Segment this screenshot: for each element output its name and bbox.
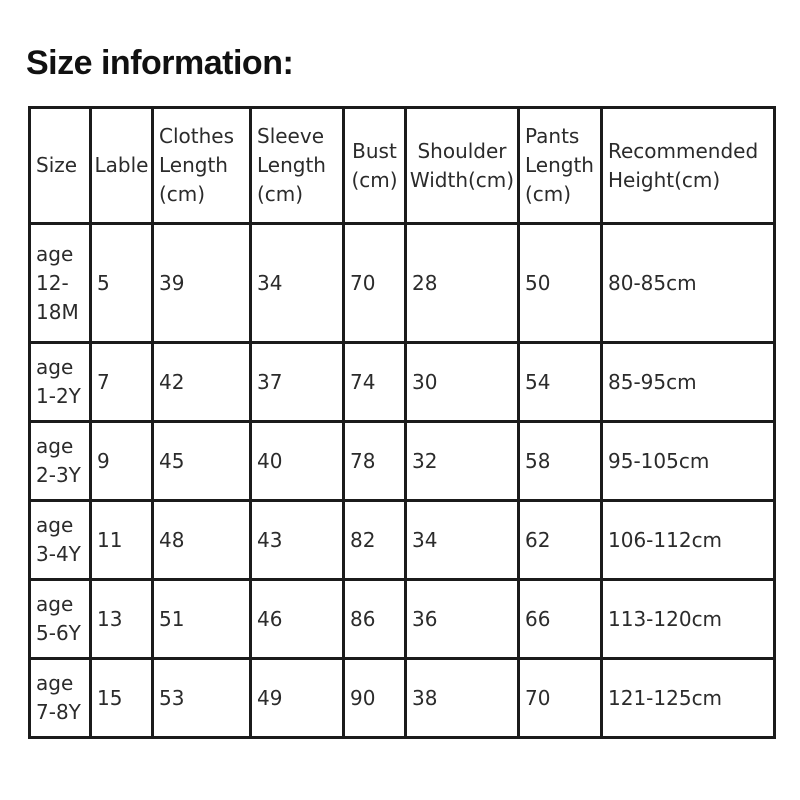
cell-clothes-length: 51 — [153, 580, 251, 659]
header-size-label: Size — [36, 153, 78, 177]
header-pants-length-line: Pants — [525, 124, 580, 148]
cell-size — [30, 224, 91, 343]
header-pants-length-line: (cm) — [525, 182, 572, 206]
cell-recommended-height: 106-112cm — [602, 501, 775, 580]
cell-clothes-length: 53 — [153, 659, 251, 738]
cell-pants-length: 58 — [519, 422, 602, 501]
header-recommended-height-line: Height(cm) — [608, 167, 721, 192]
cell-pants-length: 66 — [519, 580, 602, 659]
size-line: age — [36, 434, 74, 458]
cell-shoulder-width: 30 — [406, 343, 519, 422]
table-row — [30, 422, 775, 501]
size-chart-table — [28, 106, 776, 739]
cell-size — [30, 501, 91, 580]
table-row — [30, 501, 775, 580]
size-line: 2-3Y — [36, 463, 81, 487]
cell-shoulder-width: 32 — [406, 422, 519, 501]
size-line: 1-2Y — [36, 384, 81, 408]
header-clothes-length-line: (cm) — [159, 182, 206, 206]
cell-shoulder-width: 34 — [406, 501, 519, 580]
header-size — [30, 108, 91, 224]
size-line: age — [36, 592, 74, 616]
header-bust — [344, 108, 406, 224]
cell-bust: 82 — [344, 501, 406, 580]
table-body — [30, 224, 775, 738]
cell-pants-length: 62 — [519, 501, 602, 580]
cell-label: 13 — [91, 580, 153, 659]
header-label — [91, 108, 153, 224]
cell-sleeve-length: 40 — [251, 422, 344, 501]
cell-shoulder-width: 38 — [406, 659, 519, 738]
cell-sleeve-length: 37 — [251, 343, 344, 422]
cell-bust: 90 — [344, 659, 406, 738]
cell-recommended-height: 80-85cm — [602, 224, 775, 343]
header-recommended-height — [602, 108, 775, 224]
cell-label: 15 — [91, 659, 153, 738]
header-sleeve-length — [251, 108, 344, 224]
cell-bust: 78 — [344, 422, 406, 501]
cell-size — [30, 580, 91, 659]
cell-recommended-height: 113-120cm — [602, 580, 775, 659]
cell-bust: 70 — [344, 224, 406, 343]
cell-label: 11 — [91, 501, 153, 580]
cell-recommended-height: 95-105cm — [602, 422, 775, 501]
cell-label: 7 — [91, 343, 153, 422]
header-recommended-height-line: Recommended — [608, 138, 759, 163]
size-line: 12- — [36, 270, 69, 295]
header-bust-line: Bust — [352, 138, 397, 163]
cell-sleeve-length: 43 — [251, 501, 344, 580]
header-shoulder-width-line: Shoulder — [417, 138, 507, 163]
header-clothes-length-line: Length — [159, 153, 228, 177]
size-line: age — [36, 513, 74, 537]
cell-shoulder-width: 28 — [406, 224, 519, 343]
header-clothes-length — [153, 108, 251, 224]
cell-shoulder-width: 36 — [406, 580, 519, 659]
header-pants-length — [519, 108, 602, 224]
header-shoulder-width — [406, 108, 519, 224]
cell-pants-length: 54 — [519, 343, 602, 422]
header-sleeve-length-line: (cm) — [257, 182, 304, 206]
size-line: age — [36, 355, 74, 379]
cell-size — [30, 659, 91, 738]
cell-sleeve-length: 34 — [251, 224, 344, 343]
header-shoulder-width-line: Width(cm) — [409, 167, 515, 192]
cell-size — [30, 343, 91, 422]
cell-bust: 74 — [344, 343, 406, 422]
header-row — [30, 108, 775, 224]
size-line: 3-4Y — [36, 542, 81, 566]
cell-bust: 86 — [344, 580, 406, 659]
size-line: age — [36, 671, 74, 695]
size-line: 18M — [36, 299, 79, 324]
header-clothes-length-line: Clothes — [159, 124, 234, 148]
cell-recommended-height: 121-125cm — [602, 659, 775, 738]
header-bust-line: (cm) — [351, 167, 398, 192]
table-row — [30, 343, 775, 422]
header-sleeve-length-line: Sleeve — [257, 124, 325, 148]
size-line: age — [36, 241, 74, 266]
table-header — [30, 108, 775, 224]
header-sleeve-length-line: Length — [257, 153, 326, 177]
cell-sleeve-length: 49 — [251, 659, 344, 738]
cell-clothes-length: 39 — [153, 224, 251, 343]
cell-recommended-height: 85-95cm — [602, 343, 775, 422]
size-line: 7-8Y — [36, 700, 81, 724]
table-row — [30, 659, 775, 738]
cell-clothes-length: 45 — [153, 422, 251, 501]
cell-pants-length: 70 — [519, 659, 602, 738]
size-line: 5-6Y — [36, 621, 81, 645]
table-row — [30, 580, 775, 659]
cell-size — [30, 422, 91, 501]
header-pants-length-line: Length — [525, 153, 594, 177]
cell-sleeve-length: 46 — [251, 580, 344, 659]
cell-clothes-length: 48 — [153, 501, 251, 580]
cell-pants-length: 50 — [519, 224, 602, 343]
table-row — [30, 224, 775, 343]
page-title: Size information: — [26, 44, 294, 82]
header-label-label: Lable — [94, 153, 149, 177]
cell-label: 9 — [91, 422, 153, 501]
cell-clothes-length: 42 — [153, 343, 251, 422]
cell-label: 5 — [91, 224, 153, 343]
